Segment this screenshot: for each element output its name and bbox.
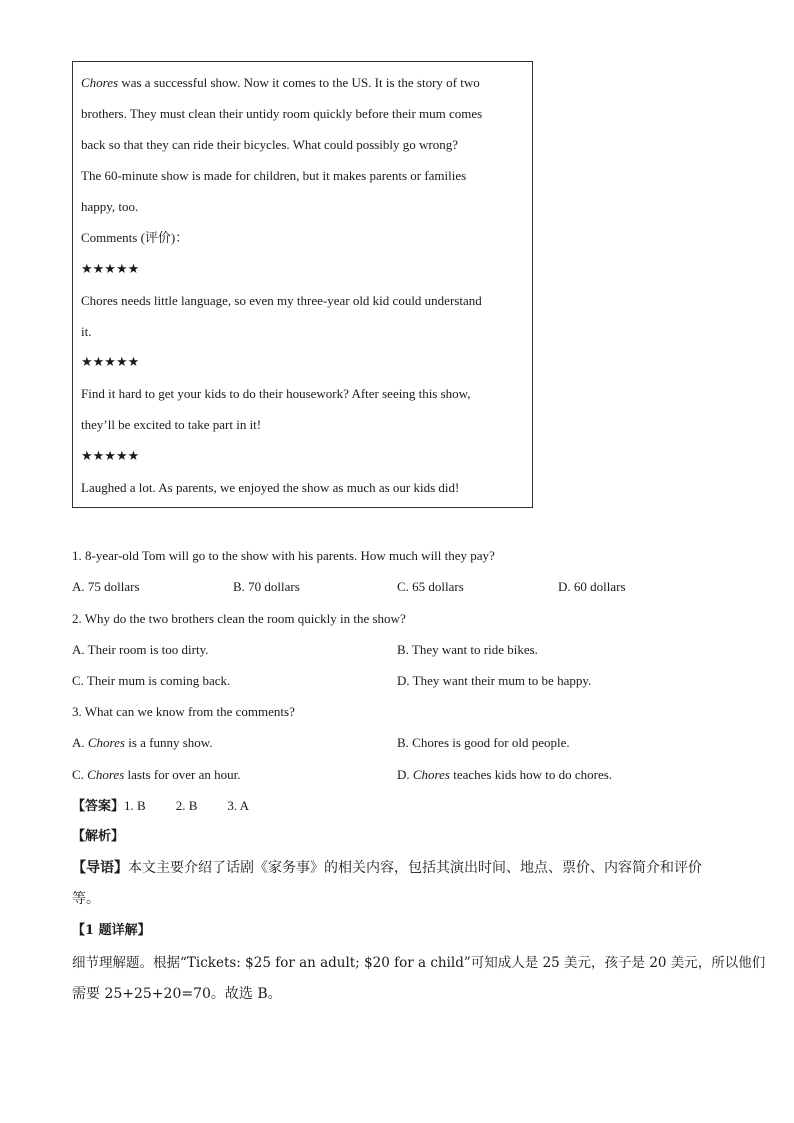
q2-option-c: C. Their mum is coming back.	[72, 673, 231, 688]
answer-3: 3. A	[227, 798, 250, 813]
answer-label: 【答案】	[72, 799, 125, 814]
q2-option-b: B. They want to ride bikes.	[397, 642, 538, 657]
q3-option-a: A. Chores is a funny show.	[72, 735, 213, 750]
comment-2-line-1: Find it hard to get your kids to do their housework? After seeing this show,	[81, 386, 471, 401]
comment-1-line-2: it.	[81, 324, 92, 339]
detail-1-label: 【1 题详解】	[72, 923, 151, 938]
passage-line-1: Chores was a successful show. Now it comes to the US. It is the story of two	[81, 75, 480, 90]
q1-option-c: C. 65 dollars	[397, 579, 464, 594]
comments-label: Comments (评价)：	[81, 230, 189, 245]
passage-line-5: happy, too.	[81, 199, 139, 214]
analysis-label: 【解析】	[72, 829, 125, 844]
answer-1: 1. B	[124, 798, 146, 813]
q2-option-a: A. Their room is too dirty.	[72, 642, 209, 657]
star-rating-3: ★★★★★	[81, 449, 140, 464]
star-rating-2: ★★★★★	[81, 355, 140, 370]
q1-option-d: D. 60 dollars	[558, 579, 626, 594]
passage-line-4: The 60-minute show is made for children, but it makes parents or families	[81, 168, 467, 183]
question-1-stem: 1. 8-year-old Tom will go to the show with his parents. How much will they pay?	[72, 548, 495, 563]
question-2-stem: 2. Why do the two brothers clean the room quickly in the show?	[72, 611, 406, 626]
answer-2: 2. B	[175, 798, 198, 813]
detail-1-line-1: 细节理解题。根据“Tickets: $25 for an adult; $20 for a child”可知成人是 25 美元，孩子是 20 美元，所以他们	[72, 955, 766, 971]
passage-box	[72, 61, 533, 508]
q3-option-d: D. Chores teaches kids how to do chores.	[397, 767, 613, 782]
q2-option-d: D. They want their mum to be happy.	[397, 673, 592, 688]
answer-row	[72, 797, 249, 816]
passage-line-3: back so that they can ride their bicycles. What could possibly go wrong?	[81, 137, 459, 152]
guide-label: 【导语】	[72, 860, 128, 876]
comment-2-line-2: they’ll be excited to take part in it!	[81, 417, 262, 432]
detail-1-line-2: 需要 25+25+20=70。故选 B。	[72, 986, 282, 1002]
comment-3: Laughed a lot. As parents, we enjoyed the show as much as our kids did!	[81, 480, 460, 495]
guide-line-2: 等。	[72, 891, 100, 907]
q1-option-a: A. 75 dollars	[72, 579, 140, 594]
star-rating-1: ★★★★★	[81, 262, 140, 277]
guide-line-1: 【导语】本文主要介绍了话剧《家务事》的相关内容，包括其演出时间、地点、票价、内容简介和评价	[72, 860, 702, 876]
q1-option-b: B. 70 dollars	[233, 579, 300, 594]
question-3-stem: 3. What can we know from the comments?	[72, 704, 295, 719]
q3-option-c: C. Chores lasts for over an hour.	[72, 767, 241, 782]
show-title: Chores	[81, 75, 119, 90]
q3-option-b: B. Chores is good for old people.	[397, 735, 570, 750]
comment-1-line-1: Chores needs little language, so even my three-year old kid could understand	[81, 293, 482, 308]
passage-line-2: brothers. They must clean their untidy room quickly before their mum comes	[81, 106, 483, 121]
